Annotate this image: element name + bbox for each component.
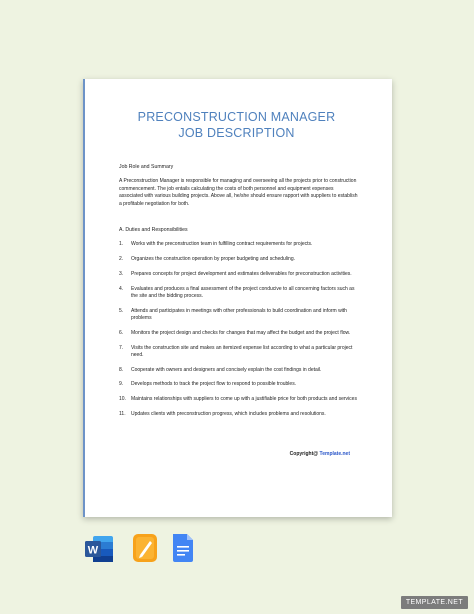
- duty-item: [119, 308, 358, 322]
- duty-text: Prepares concepts for project development and estimates deliverables for preconstruction activities.: [131, 270, 352, 277]
- duty-number: 4.: [119, 285, 124, 292]
- google-docs-icon[interactable]: [171, 533, 195, 568]
- duty-number: 7.: [119, 344, 124, 351]
- duty-number: 9.: [119, 381, 124, 388]
- duty-item: [119, 367, 358, 374]
- duty-item: [119, 286, 358, 300]
- duty-text: Organizes the construction operation by proper budgeting and scheduling.: [131, 256, 295, 263]
- duty-number: 11.: [119, 410, 126, 417]
- duty-number: 1.: [119, 241, 124, 248]
- duty-text: Updates clients with preconstruction progress, which includes problems and resolutions.: [131, 410, 326, 417]
- duty-number: 10.: [119, 396, 126, 403]
- duty-text: Visits the construction site and makes an itemized expense list according to what a particular project need.: [131, 344, 353, 358]
- document-page: [83, 79, 392, 517]
- duty-number: 2.: [119, 256, 124, 263]
- document-title: [115, 109, 358, 141]
- duty-item: [119, 411, 358, 418]
- duty-item: [119, 256, 358, 263]
- duty-text: Develops methods to track the project flow to respond to possible troubles.: [131, 381, 297, 388]
- duty-item: [119, 330, 358, 337]
- duty-item: [119, 241, 358, 248]
- duty-number: 3.: [119, 270, 124, 277]
- duty-text: Works with the preconstruction team in fulfilling contract requirements for projects.: [131, 241, 313, 248]
- copyright-line: [290, 451, 350, 457]
- duty-number: 5.: [119, 307, 124, 314]
- duty-text: Monitors the project design and checks for changes that may affect the budget and the project flow.: [131, 329, 351, 336]
- word-letter: W: [87, 544, 99, 557]
- duty-number: 6.: [119, 329, 124, 336]
- duties-list: [119, 241, 358, 418]
- copyright-link[interactable]: Template.net: [319, 451, 350, 457]
- duty-item: [119, 345, 358, 359]
- copyright-label: Copyright@: [289, 451, 320, 457]
- duty-text: Cooperate with owners and designers and concisely explain the cost findings in detail.: [131, 366, 322, 373]
- duties-heading: A. Duties and Responsibilities: [119, 227, 188, 234]
- duty-item: [119, 381, 358, 388]
- template-net-watermark: TEMPLATE.NET: [401, 596, 468, 609]
- duty-text: Attends and participates in meetings with other professionals to build coordination and inform with problems: [131, 307, 347, 321]
- summary-heading: Job Role and Summary: [119, 164, 174, 170]
- word-icon[interactable]: [84, 535, 114, 568]
- title-line-1: PRECONSTRUCTION MANAGER: [137, 110, 336, 124]
- duty-item: [119, 396, 358, 403]
- duty-text: Evaluates and produces a final assessment of the project conducive to all concerning factors such as the site and the bidding process.: [131, 285, 355, 299]
- title-line-2: JOB DESCRIPTION: [178, 126, 295, 140]
- summary-paragraph: A Preconstruction Manager is responsible for managing and overseeing all the projects prior to construction commencement. The job entails calculating the costs of both personnel and equipment expenses associated with various building projects. Above all, he/she should ensure rapport with suppliers to establish a profitable negotiation for both.: [119, 178, 358, 207]
- duty-text: Maintains relationships with suppliers to come up with a justifiable price for both products and services: [131, 396, 357, 403]
- duty-item: [119, 271, 358, 278]
- duty-number: 8.: [119, 366, 124, 373]
- pages-icon[interactable]: [132, 533, 158, 568]
